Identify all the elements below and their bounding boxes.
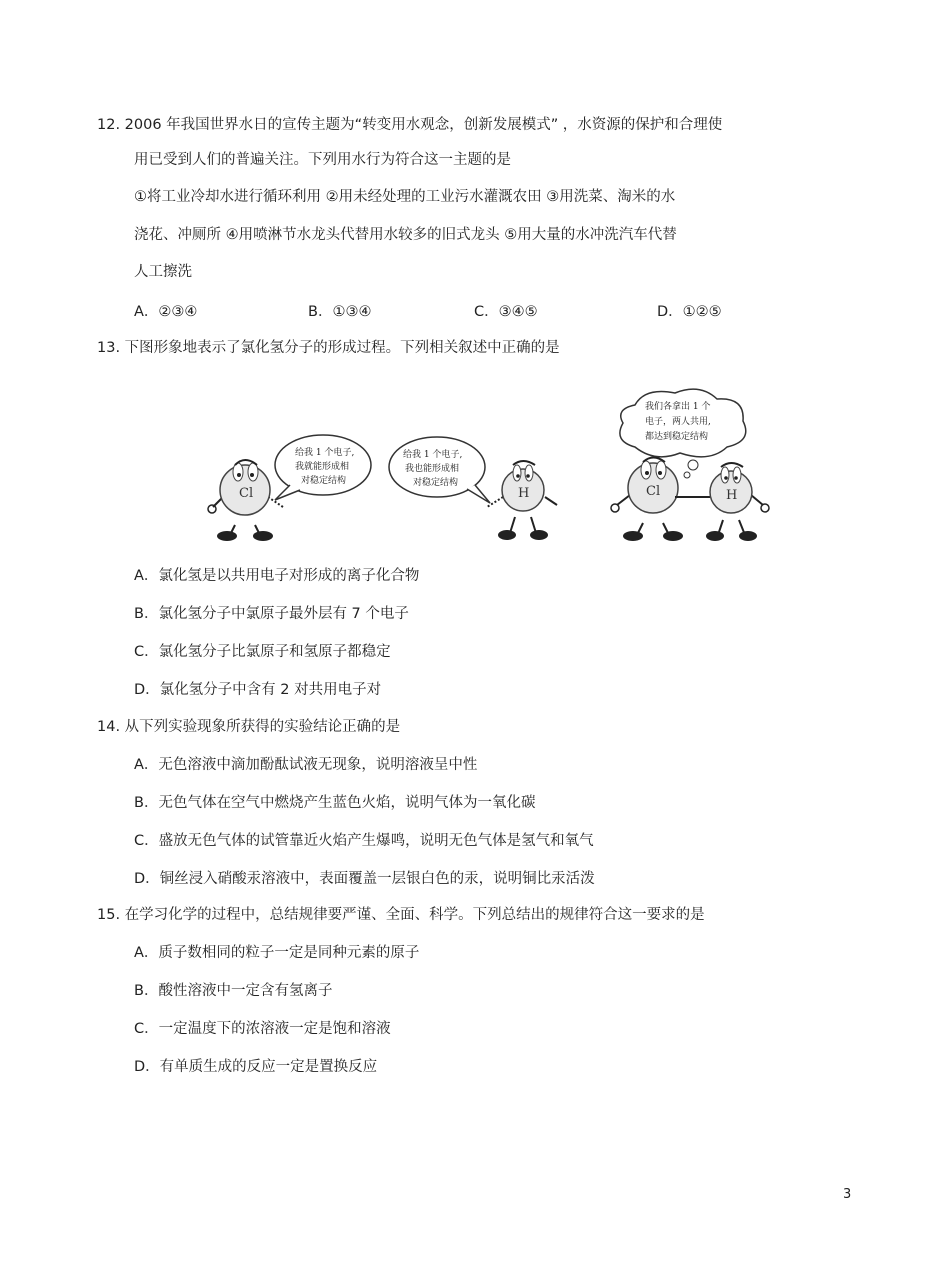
h-atom-cartoon-center bbox=[487, 461, 557, 540]
bubble3-line2: 电子，两人共用, bbox=[645, 417, 711, 427]
bubble2-line1: 给我 1 个电子, bbox=[403, 450, 463, 460]
q15-option-a: A．质子数相同的粒子一定是同种元素的原子 bbox=[134, 945, 420, 961]
cl-atom-cartoon-left bbox=[208, 460, 283, 541]
q14-option-c: C．盛放无色气体的试管靠近火焰产生爆鸣，说明无色气体是氢气和氧气 bbox=[134, 833, 594, 849]
cl-label-right: Cl bbox=[646, 484, 661, 499]
bubble1-line3: 对稳定结构 bbox=[301, 476, 347, 486]
page-number: 3 bbox=[843, 1187, 852, 1202]
q13-option-a: A．氯化氢是以共用电子对形成的离子化合物 bbox=[134, 568, 420, 584]
hcl-formation-figure bbox=[205, 385, 780, 545]
hcl-pair-cartoon bbox=[611, 458, 769, 542]
speech-bubble-1 bbox=[275, 435, 371, 500]
bubble3-line3: 都达到稳定结构 bbox=[645, 432, 709, 442]
q15-option-c: C．一定温度下的浓溶液一定是饱和溶液 bbox=[134, 1021, 391, 1037]
bubble2-line3: 对稳定结构 bbox=[413, 478, 459, 488]
q12-item-line3: ①将工业冷却水进行循环利用 ②用未经处理的工业污水灌溉农田 ③用洗菜、淘米的水 bbox=[134, 189, 676, 205]
q12-option-a: A．②③④ bbox=[134, 304, 198, 320]
q12-stem-line2: 用已受到人们的普遍关注。下列用水行为符合这一主题的是 bbox=[134, 152, 511, 168]
q12-option-b: B．①③④ bbox=[308, 304, 372, 320]
q12-item-line4: 浇花、冲厕所 ④用喷淋节水龙头代替用水较多的旧式龙头 ⑤用大量的水冲洗汽车代替 bbox=[134, 227, 677, 243]
q15-stem: 15. 在学习化学的过程中，总结规律要严谨、全面、科学。下列总结出的规律符合这一要求的是 bbox=[97, 907, 705, 923]
h-label-center: H bbox=[518, 486, 530, 501]
q12-option-d: D．①②⑤ bbox=[657, 304, 722, 320]
bubble1-line1: 给我 1 个电子, bbox=[295, 448, 355, 458]
q13-option-b: B．氯化氢分子中氯原子最外层有 7 个电子 bbox=[134, 606, 409, 622]
q15-option-d: D．有单质生成的反应一定是置换反应 bbox=[134, 1059, 378, 1075]
q13-option-c: C．氯化氢分子比氯原子和氢原子都稳定 bbox=[134, 644, 391, 660]
speech-bubble-2 bbox=[389, 437, 490, 503]
q14-option-b: B．无色气体在空气中燃烧产生蓝色火焰，说明气体为一氧化碳 bbox=[134, 795, 536, 811]
q14-option-a: A．无色溶液中滴加酚酞试液无现象，说明溶液呈中性 bbox=[134, 757, 478, 773]
h-label-right: H bbox=[726, 488, 738, 503]
q14-option-d: D．铜丝浸入硝酸汞溶液中，表面覆盖一层银白色的汞，说明铜比汞活泼 bbox=[134, 871, 595, 887]
q12-option-c: C．③④⑤ bbox=[474, 304, 538, 320]
q15-option-b: B．酸性溶液中一定含有氢离子 bbox=[134, 983, 333, 999]
q14-stem: 14. 从下列实验现象所获得的实验结论正确的是 bbox=[97, 719, 401, 735]
bubble1-line2: 我就能形成相 bbox=[295, 462, 350, 472]
cl-label-left: Cl bbox=[239, 486, 254, 501]
bubble3-line1: 我们各拿出 1 个 bbox=[645, 402, 711, 412]
q13-stem: 13. 下图形象地表示了氯化氢分子的形成过程。下列相关叙述中正确的是 bbox=[97, 340, 560, 356]
bubble2-line2: 我也能形成相 bbox=[405, 464, 460, 474]
q12-item-line5: 人工擦洗 bbox=[134, 264, 192, 280]
q13-option-d: D．氯化氢分子中含有 2 对共用电子对 bbox=[134, 682, 382, 698]
q12-stem-line1: 12. 2006 年我国世界水日的宣传主题为“转变用水观念，创新发展模式” ，水资源的保护和合理使 bbox=[97, 117, 723, 133]
